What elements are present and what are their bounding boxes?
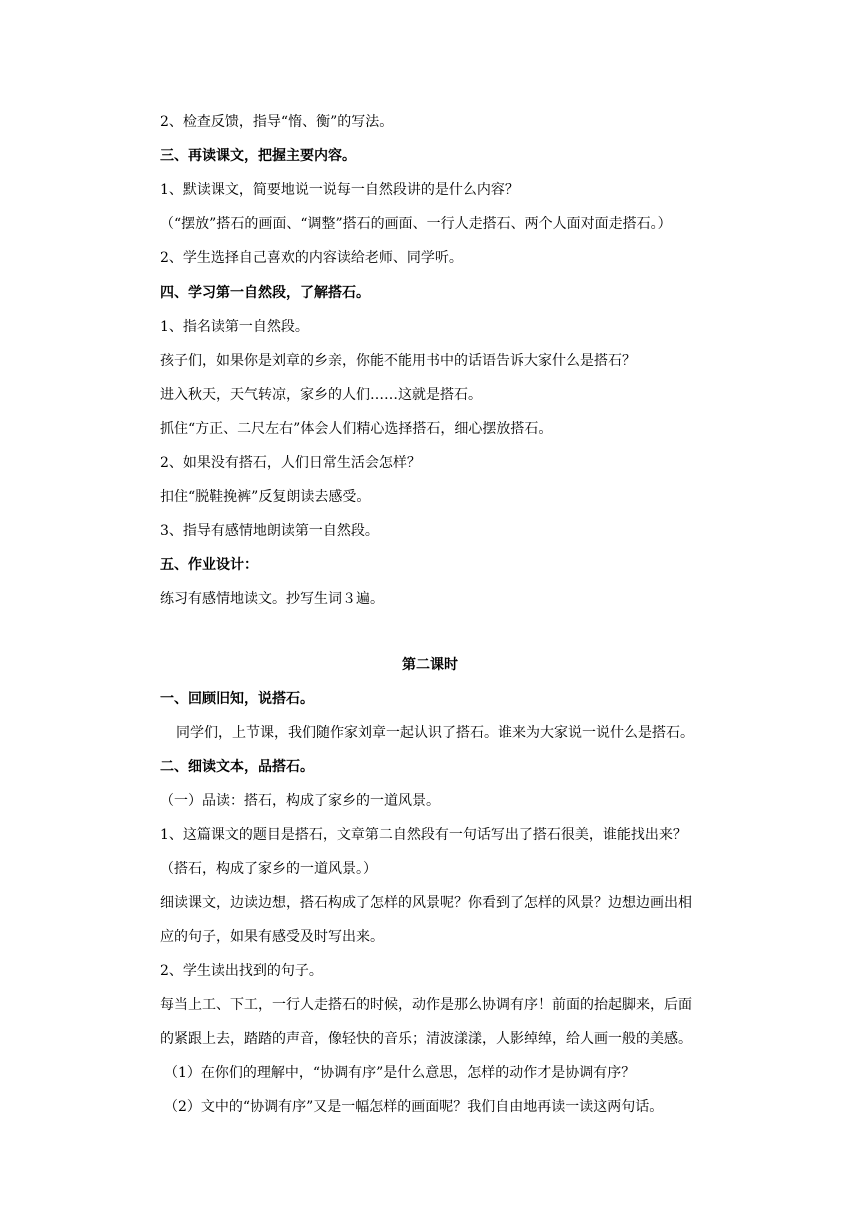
section-heading: 四、学习第一自然段，了解搭石。 <box>160 285 370 301</box>
text-line: （2）文中的“协调有序”又是一幅怎样的画面呢？我们自由地再读一读这两句话。 <box>164 1099 664 1115</box>
text-line: （一）品读：搭石，构成了家乡的一道风景。 <box>160 793 440 809</box>
text-line: 1、指名读第一自然段。 <box>160 319 309 335</box>
text-line: 进入秋天，天气转凉，家乡的人们……这就是搭石。 <box>160 387 482 403</box>
text-line: 练习有感情地读文。抄写生词３遍。 <box>160 591 384 607</box>
text-line: 应的句子，如果有感受及时写出来。 <box>160 929 384 945</box>
text-line: 孩子们，如果你是刘章的乡亲，你能不能用书中的话语告诉大家什么是搭石？ <box>160 353 636 369</box>
text-line: 扣住“脱鞋挽裤”反复朗读去感受。 <box>160 489 371 505</box>
text-line: 1、默读课文，简要地说一说每一自然段讲的是什么内容？ <box>160 182 519 198</box>
text-line: （“摆放”搭石的画面、“调整”搭石的画面、一行人走搭石、两个人面对面走搭石。） <box>160 216 672 232</box>
text-line: 同学们，上节课，我们随作家刘章一起认识了搭石。谁来为大家说一说什么是搭石。 <box>176 725 694 741</box>
text-line: 3、指导有感情地朗读第一自然段。 <box>160 523 379 539</box>
section-heading: 三、再读课文，把握主要内容。 <box>160 148 356 164</box>
text-line: （搭石，构成了家乡的一道风景。） <box>160 861 377 877</box>
text-line: 抓住“方正、二尺左右”体会人们精心选择搭石，细心摆放搭石。 <box>160 421 553 437</box>
text-line: （1）在你们的理解中，“协调有序”是什么意思，怎样的动作才是协调有序？ <box>164 1065 636 1081</box>
section-heading: 一、回顾旧知，说搭石。 <box>160 691 314 707</box>
text-line: 每当上工、下工，一行人走搭石的时候，动作是那么协调有序！前面的抬起脚来，后面 <box>160 997 692 1013</box>
text-line: 细读课文，边读边想，搭石构成了怎样的风景呢？你看到了怎样的风景？边想边画出相 <box>160 895 692 911</box>
text-line: 2、学生读出找到的句子。 <box>160 963 323 979</box>
text-line: 2、学生选择自己喜欢的内容读给老师、同学听。 <box>160 250 463 266</box>
section-heading: 二、细读文本，品搭石。 <box>160 759 314 775</box>
text-line: 2、检查反馈，指导“惰、衡”的写法。 <box>160 114 394 130</box>
section-heading: 五、作业设计： <box>160 557 258 573</box>
text-line: 1、这篇课文的题目是搭石，文章第二自然段有一句话写出了搭石很美，谁能找出来？ <box>160 827 687 843</box>
text-line: 2、如果没有搭石，人们日常生活会怎样？ <box>160 455 421 471</box>
text-line: 的紧跟上去，踏踏的声音，像轻快的音乐；清波漾漾，人影绰绰，给人画一般的美感。 <box>160 1031 692 1047</box>
lesson-title: 第二课时 <box>402 657 458 673</box>
